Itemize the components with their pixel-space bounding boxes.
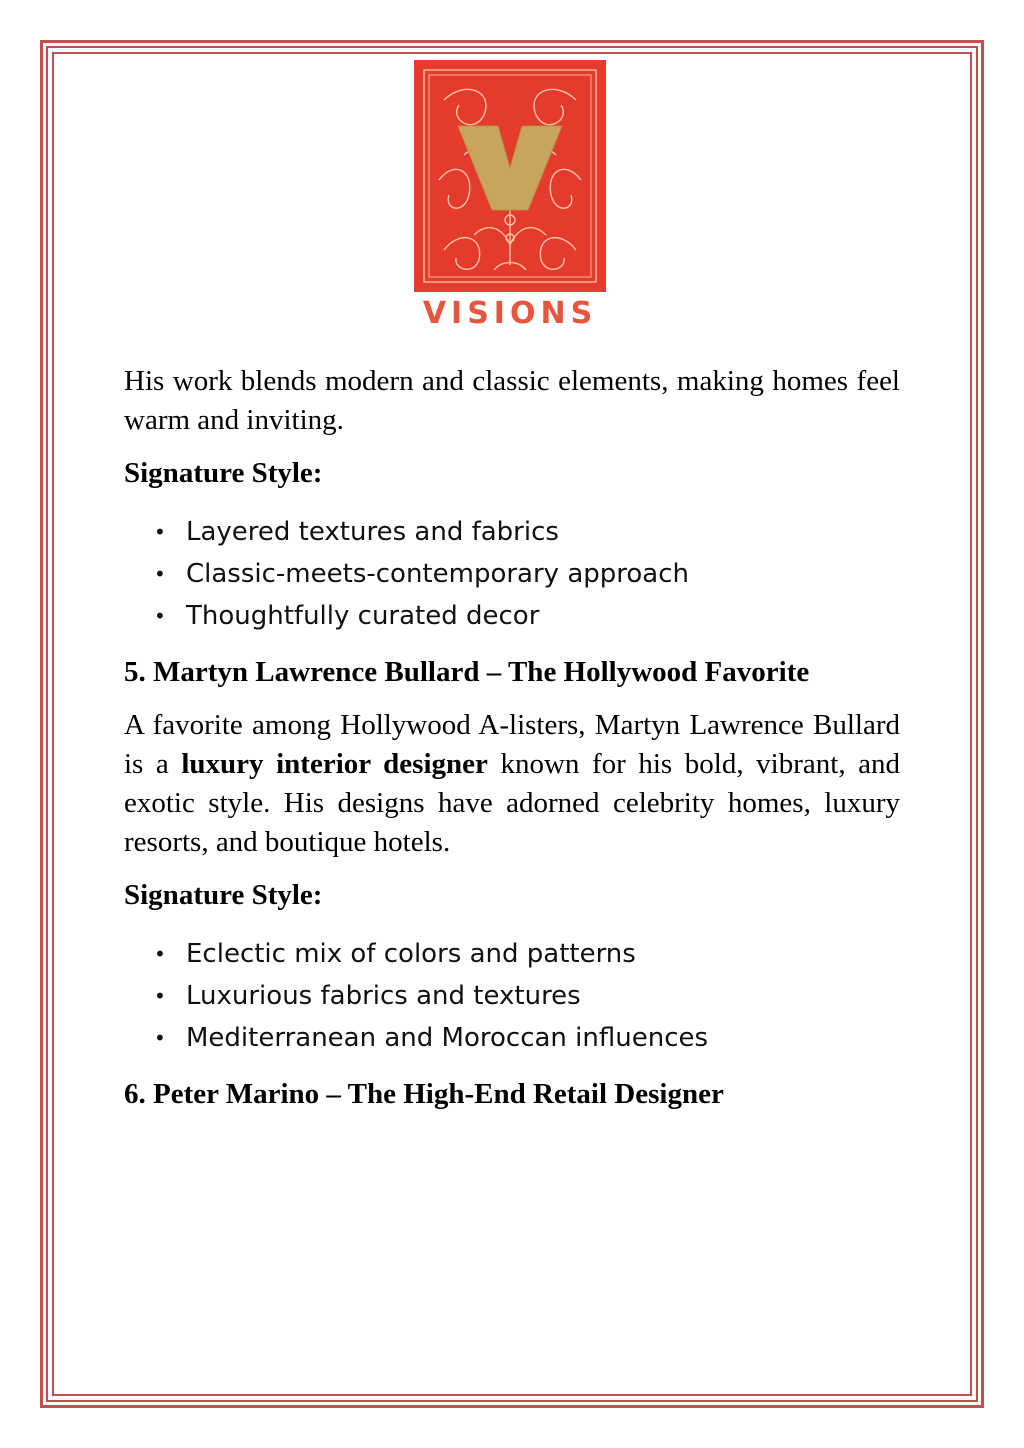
list-item: • Eclectic mix of colors and patterns bbox=[154, 939, 636, 969]
signature-style-list-1 bbox=[124, 511, 900, 637]
designer-5-paragraph: A favorite among Hollywood A-listers, Martyn Lawrence Bullard is a luxury interior designer known for his bold, vibrant, and exotic style. His designs have adorned celebrity homes, luxury resorts, and boutique hotels. bbox=[124, 709, 901, 858]
designer-6-heading: 6. Peter Marino – The High-End Retail Designer bbox=[124, 1078, 724, 1110]
designer-5-heading: 5. Martyn Lawrence Bullard – The Hollywood Favorite bbox=[124, 656, 810, 688]
list-item: • Mediterranean and Moroccan influences bbox=[154, 1023, 709, 1053]
list-item: • Classic-meets-contemporary approach bbox=[154, 559, 689, 589]
intro-paragraph: His work blends modern and classic elements, making homes feel warm and inviting. bbox=[124, 365, 900, 436]
list-item: • Layered textures and fabrics bbox=[154, 517, 559, 547]
signature-style-list-2 bbox=[124, 933, 900, 1059]
bold-phrase: luxury interior designer bbox=[181, 748, 488, 780]
signature-style-heading-1: Signature Style: bbox=[124, 457, 323, 489]
list-item: • Thoughtfully curated decor bbox=[154, 601, 540, 631]
logo-wordmark: VISIONS bbox=[422, 296, 598, 331]
list-item: • Luxurious fabrics and textures bbox=[154, 981, 581, 1011]
document-content bbox=[124, 362, 900, 1128]
signature-style-heading-2: Signature Style: bbox=[124, 879, 323, 911]
visions-logo bbox=[414, 60, 606, 332]
